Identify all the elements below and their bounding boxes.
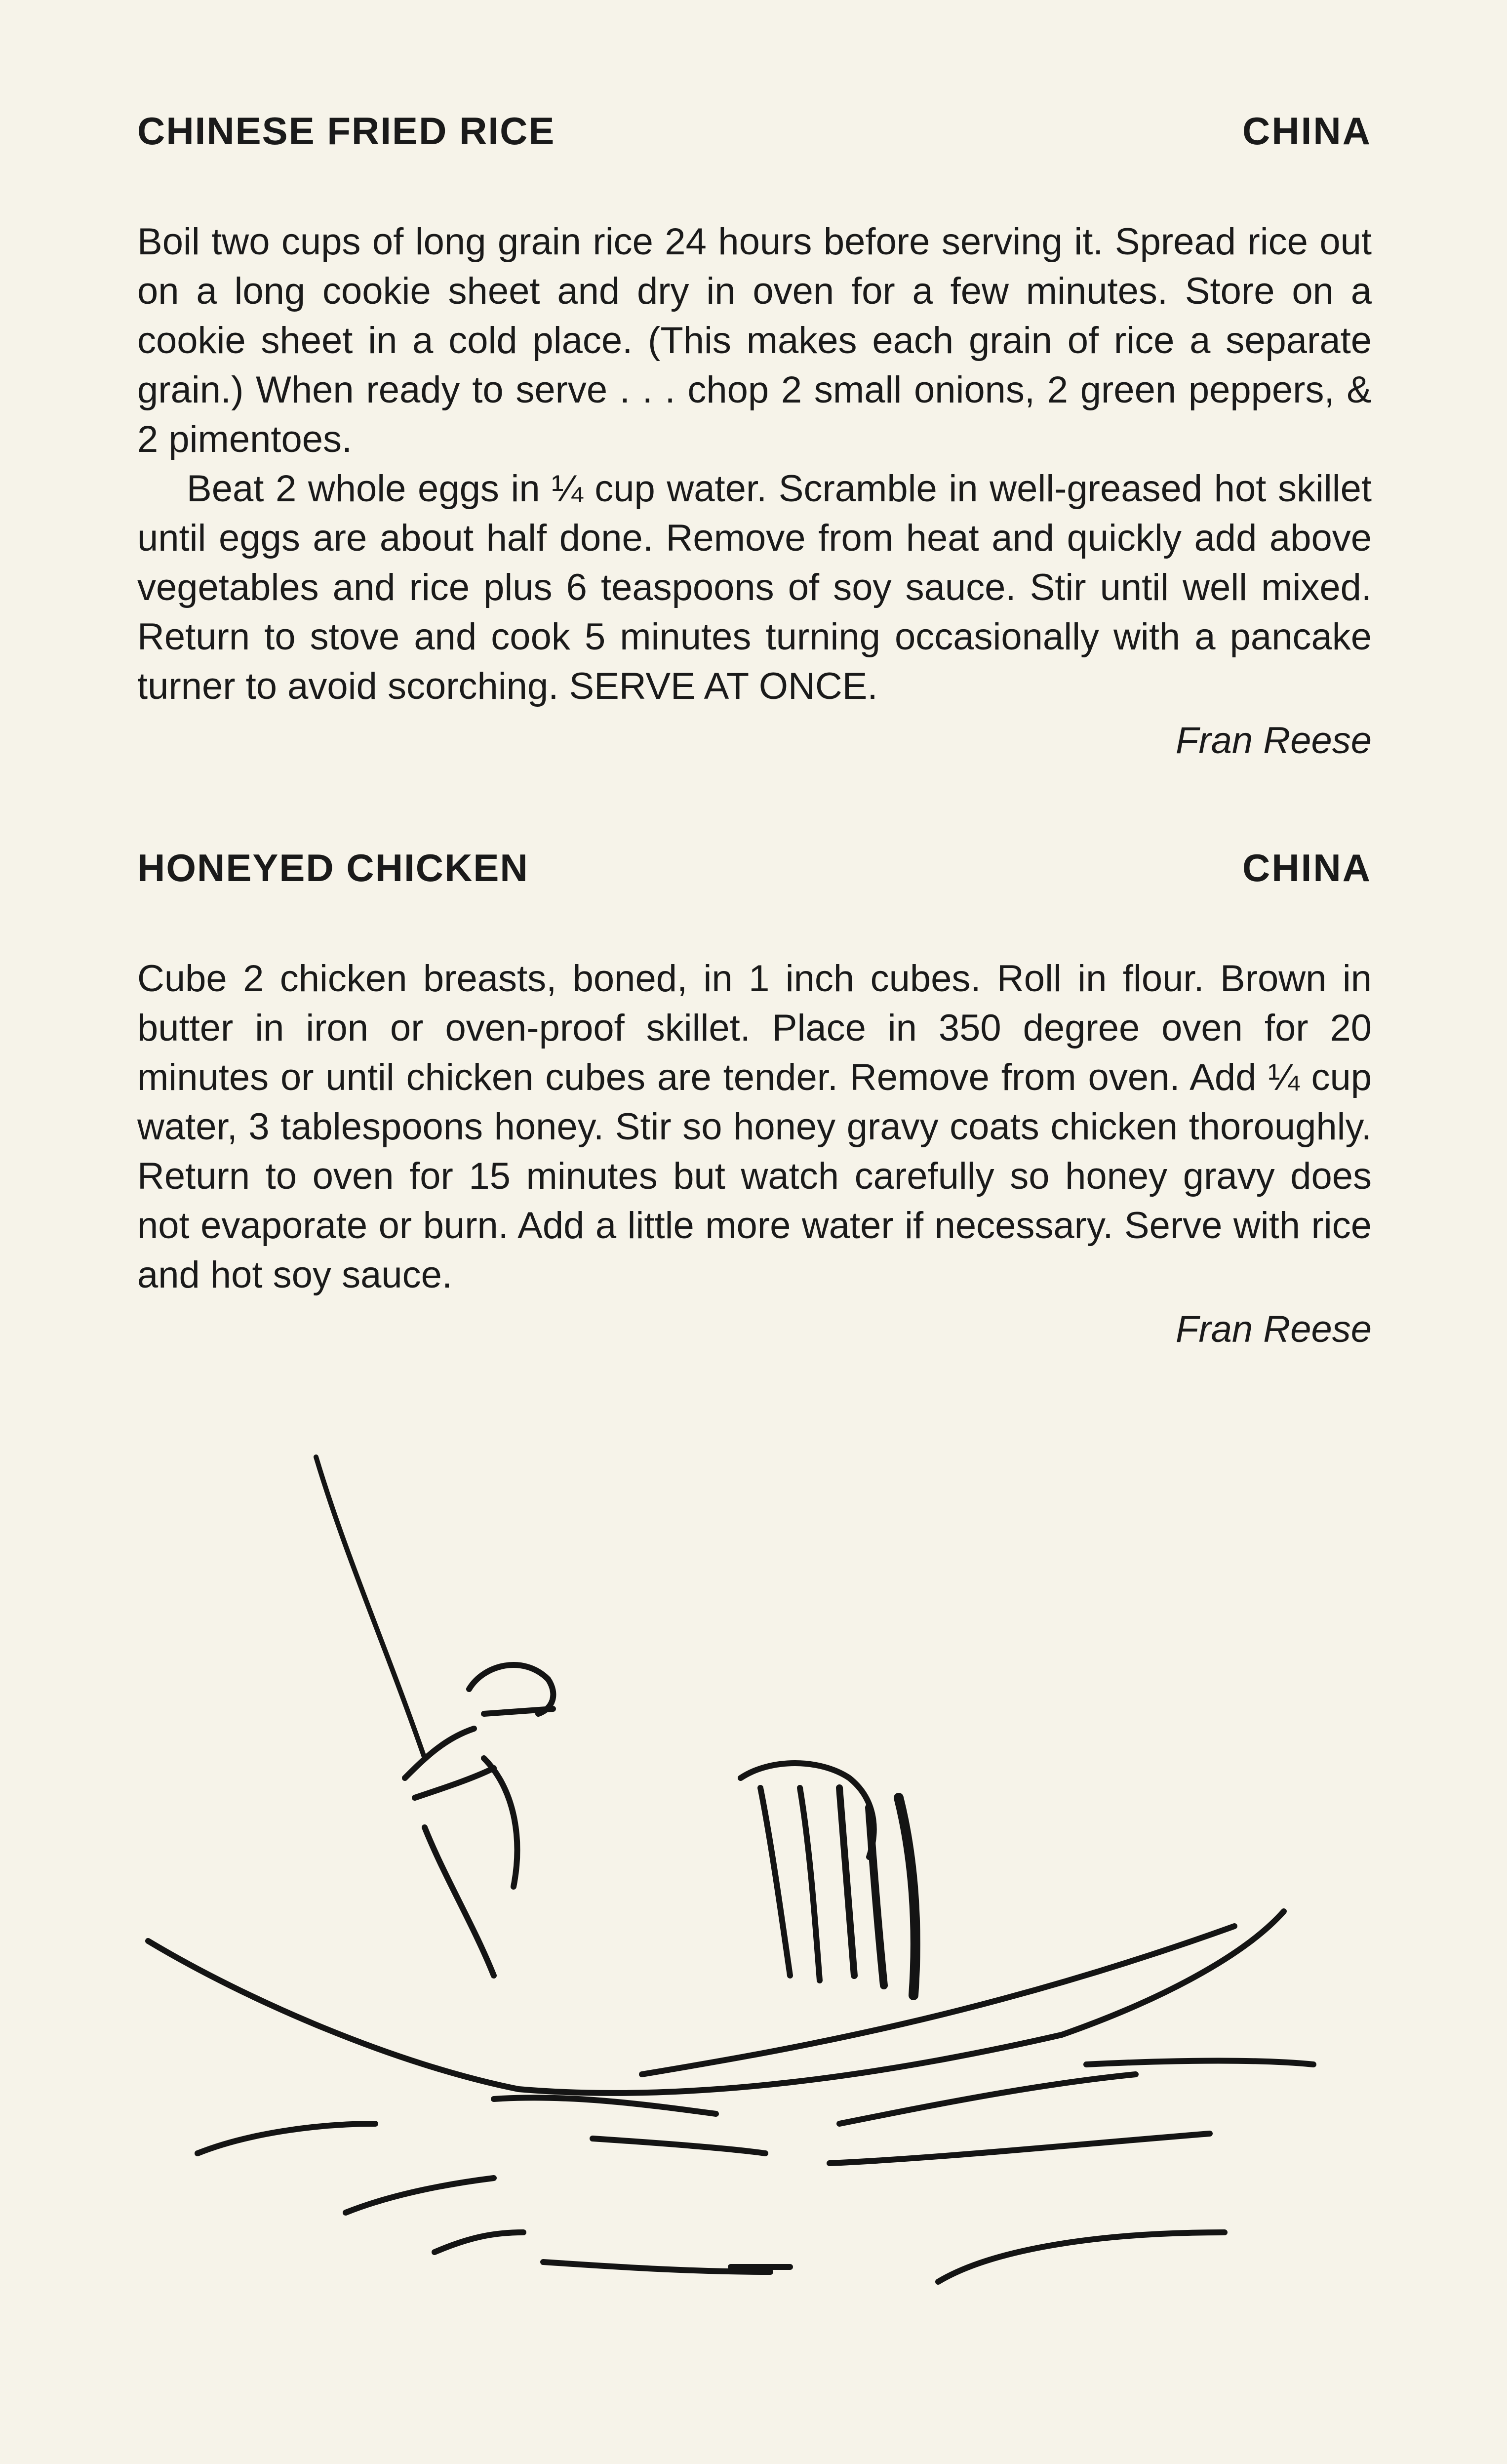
recipe-country: CHINA [1242, 846, 1372, 889]
recipe-title: HONEYED CHICKEN [137, 846, 529, 889]
instruction-paragraph: Beat 2 whole eggs in ¼ cup water. Scramble in well-greased hot skillet until eggs are about half done. Remove from heat and quickly add above vegetables and rice plus 6 teaspoons of soy sauce. Stir until well mixed. Return to stove and cook 5 minutes turning occasionally with a pancake turner to avoid scorching. SERVE AT ONCE. [137, 468, 1372, 707]
instruction-paragraph: Cube 2 chicken breasts, boned, in 1 inch cubes. Roll in flour. Brown in butter in iron or oven-proof skillet. Place in 350 degree oven for 20 minutes or until chicken cubes are tender. Remove from oven. Add ¼ cup water, 3 tablespoons honey. Stir so honey gravy coats chicken thoroughly. Return to oven for 15 minutes but watch carefully so honey gravy does not evaporate or burn. Add a little more water if necessary. Serve with rice and hot soy sauce. [137, 958, 1372, 1296]
instruction-paragraph: Boil two cups of long grain rice 24 hours before serving it. Spread rice out on a long cookie sheet and dry in oven for a few minutes. Store on a cookie sheet in a cold place. (This makes each grain of rice a separate grain.) When ready to serve . . . chop 2 small onions, 2 green peppers, & 2 pimentoes. [137, 221, 1372, 460]
recipe-author: Fran Reese [1175, 1308, 1372, 1350]
recipe-author: Fran Reese [1175, 720, 1372, 762]
recipe-title: CHINESE FRIED RICE [137, 109, 555, 153]
recipe-country: CHINA [1242, 109, 1372, 153]
